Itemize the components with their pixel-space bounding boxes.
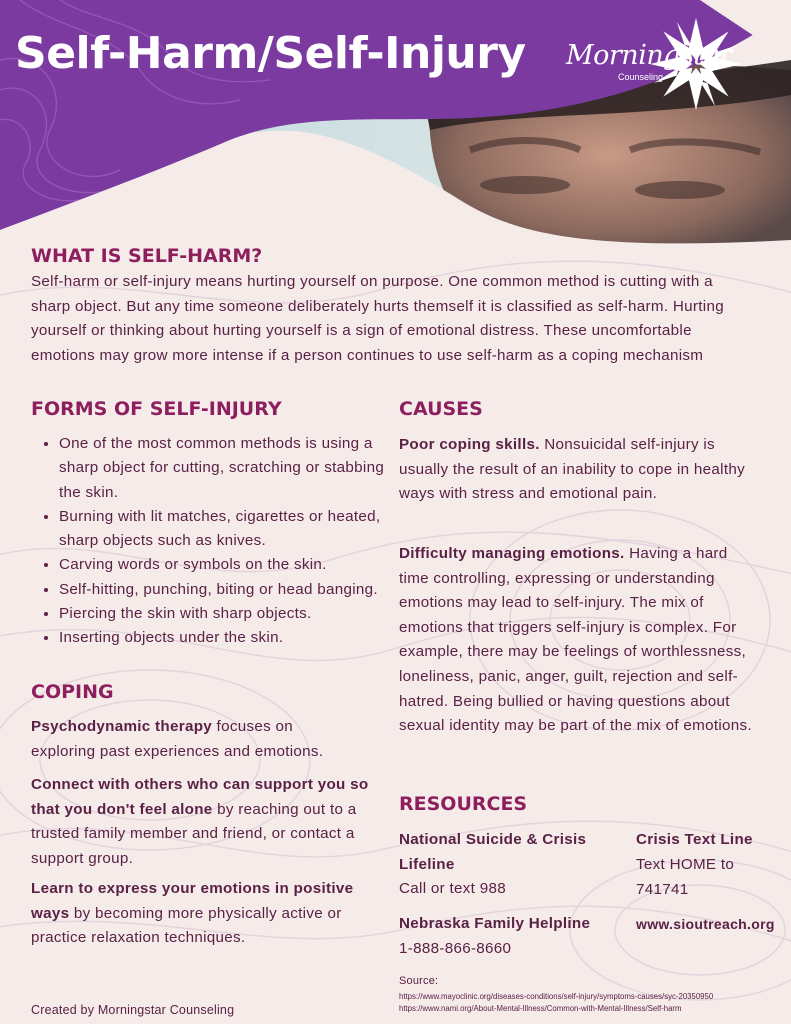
coping-lead: Psychodynamic therapy <box>31 718 213 735</box>
logo-subtitle: Counseling <box>618 72 664 82</box>
cause-item-emotions <box>399 542 761 739</box>
page-title: Self-Harm/Self-Injury <box>15 28 526 79</box>
coping-item-connect <box>31 773 386 871</box>
cause-text: Nonsuicidal self-injury is usually the result of an inability to cope in healthy ways with stress and emotional pain. <box>399 436 746 503</box>
what-is-heading: WHAT IS SELF-HARM? <box>31 245 263 267</box>
coping-lead: Connect with others who can support you so that you don't feel alone <box>31 776 369 818</box>
morningstar-logo <box>566 14 746 114</box>
resources-heading: RESOURCES <box>399 793 528 815</box>
cause-lead: Difficulty managing emotions. <box>399 545 625 562</box>
list-item: • Self-hitting, punching, biting or head banging. <box>59 578 399 602</box>
textline-name: Crisis Text Line <box>636 831 753 848</box>
list-item: • Burning with lit matches, cigarettes or heated, sharp objects such as knives. <box>59 505 399 554</box>
forms-heading: FORMS OF SELF-INJURY <box>31 398 282 420</box>
source-link-mayo[interactable]: https://www.mayoclinic.org/diseases-conditions/self-injury/symptoms-causes/syc-20350950 <box>399 992 714 1001</box>
coping-text: focuses on exploring past experiences and emotions. <box>31 718 324 760</box>
textline-detail: Text HOME to 741741 <box>636 856 735 898</box>
list-item: • Inserting objects under the skin. <box>59 626 399 650</box>
list-item: • Carving words or symbols on the skin. <box>59 553 399 577</box>
footer-credit: Created by Morningstar Counseling <box>31 1003 235 1017</box>
causes-heading: CAUSES <box>399 398 483 420</box>
source-label: Source: <box>399 975 439 987</box>
coping-item-therapy <box>31 715 351 764</box>
lifeline-name: National Suicide & Crisis Lifeline <box>399 831 587 873</box>
lifeline-detail: Call or text 988 <box>399 880 506 897</box>
list-item: • Piercing the skin with sharp objects. <box>59 602 399 626</box>
what-is-body: Self-harm or self-injury means hurting yourself on purpose. One common method is cutting with a sharp object. But any time someone deliberately hurts themself it is classified as self-harm. Hurting yourself or thinking about hurting yourself is a sign of emotional distress. These uncomfortable emotions may grow more intense if a person continues to use self-harm as a coping mechanism <box>31 273 724 364</box>
website-link[interactable]: www.sioutreach.org <box>636 916 775 932</box>
cause-item-coping <box>399 433 761 507</box>
coping-text: by reaching out to a trusted family member and friend, or contact a support group. <box>31 800 357 867</box>
logo-wordmark: Morningstar <box>566 40 732 71</box>
coping-heading: COPING <box>31 681 114 703</box>
forms-list <box>37 432 399 651</box>
source-link-nami[interactable]: https://www.nami.org/About-Mental-Illness/Common-with-Mental-Illness/Self-harm <box>399 1004 682 1013</box>
list-item: • One of the most common methods is using a sharp object for cutting, scratching or stabbing the skin. <box>59 432 399 505</box>
nebraska-name: Nebraska Family Helpline <box>399 915 591 932</box>
coping-text: by becoming more physically active or practice relaxation techniques. <box>31 904 342 947</box>
cause-lead: Poor coping skills. <box>399 436 540 453</box>
coping-item-express <box>31 877 381 951</box>
cause-text: Having a hard time controlling, expressing or understanding emotions may lead to self-injury. The mix of emotions that triggers self-injury is complex. For example, there may be feelings of worthlessness, loneliness, panic, anger, guilt, rejection and self-hatred. Being bullied or having questions about sexual identity may be part of the mix of emotions. <box>399 545 752 735</box>
coping-lead: Learn to express your emotions in positive ways <box>31 880 354 922</box>
nebraska-phone: 1-888-866-8660 <box>399 940 512 957</box>
